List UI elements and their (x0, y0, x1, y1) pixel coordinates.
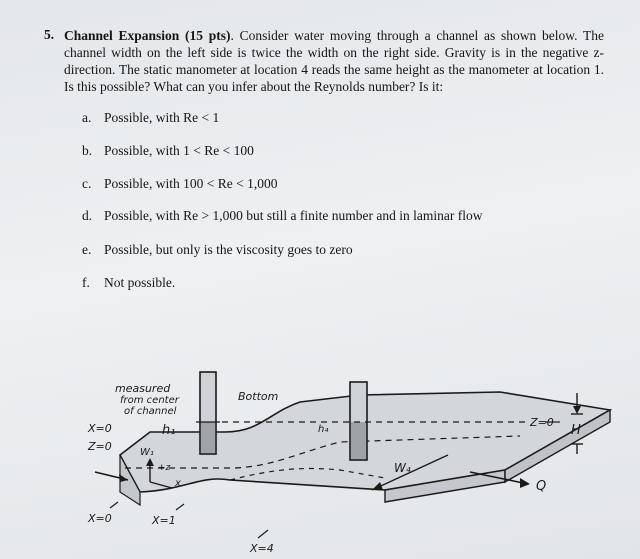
option-text: Possible, with Re > 1,000 but still a finite number and in laminar flow (104, 208, 483, 223)
option-label: e. (82, 242, 92, 257)
question-text (64, 27, 604, 95)
option-text: Possible, with 100 < Re < 1,000 (104, 176, 278, 191)
z-axis-label: +z (158, 463, 171, 473)
x4-bottom-label: X=4 (250, 542, 274, 555)
channel-diagram (0, 330, 640, 559)
option-label: d. (82, 208, 93, 223)
w4-label: W₄ (394, 461, 411, 475)
option-label: f. (82, 275, 90, 290)
question-body: . Consider water moving through a channel as shown below. The channel width on the left side is twice the width on the right side. Gravity is in the negative z-direction. The static manometer at location 4 reads the same height as the manometer at location 1. Is this possible? What can you infer about the Reynolds number? Is it: (64, 28, 604, 94)
note-line-2: from center (120, 395, 179, 406)
manometer-4-liquid (351, 422, 366, 459)
h-right-label: H (571, 423, 581, 438)
option-text: Possible, but only is the viscosity goes to zero (104, 242, 353, 257)
x-axis-label: x (175, 478, 181, 489)
q-label: Q (536, 479, 547, 494)
option-d (82, 208, 482, 224)
option-f (82, 275, 175, 291)
w1-label: W₁ (140, 447, 154, 458)
option-label: c. (82, 176, 92, 191)
h4-label: h₄ (318, 424, 329, 435)
option-e (82, 242, 353, 258)
option-a (82, 110, 219, 126)
z0-top-label: Z=0 (88, 440, 112, 453)
option-b (82, 143, 254, 159)
h1-label: h₁ (162, 423, 176, 438)
option-label: a. (82, 110, 92, 125)
z0-right-label: Z=0 (530, 416, 554, 429)
x1-bottom-label: X=1 (152, 514, 176, 527)
manometer-1-liquid (201, 422, 215, 453)
note-line-1: measured (115, 382, 171, 395)
option-text: Not possible. (104, 275, 176, 290)
question-number: 5. (44, 27, 55, 42)
option-text: Possible, with Re < 1 (104, 110, 220, 125)
option-label: b. (82, 143, 93, 158)
x0-bottom-label: X=0 (88, 512, 112, 525)
option-text: Possible, with 1 < Re < 100 (104, 143, 254, 158)
question-title: Channel Expansion (15 pts) (64, 28, 231, 43)
option-c (82, 176, 277, 192)
note-line-3: of channel (124, 406, 177, 417)
x0-top-label: X=0 (88, 422, 112, 435)
bottom-label: Bottom (238, 390, 279, 403)
